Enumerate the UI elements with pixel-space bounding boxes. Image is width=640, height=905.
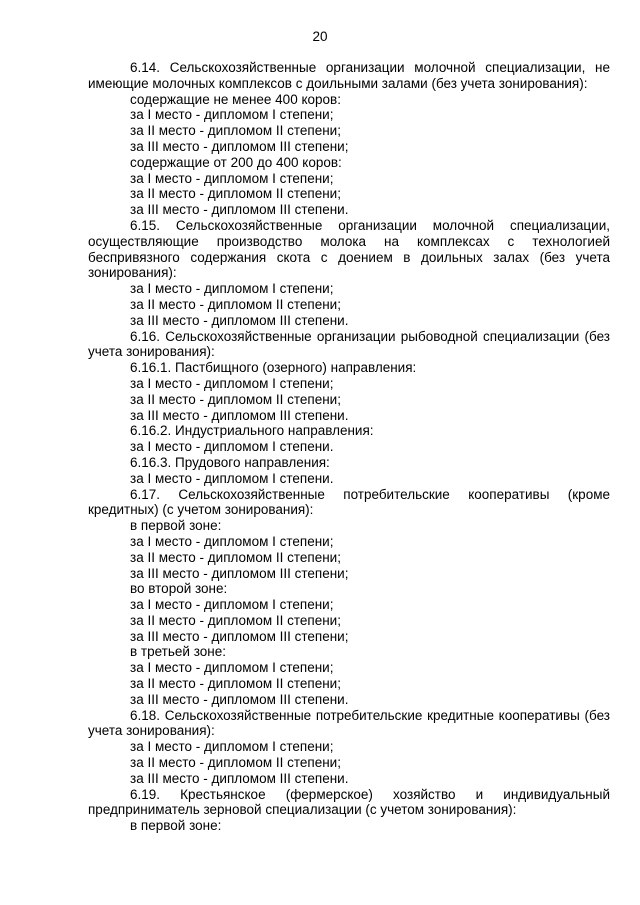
list-line: за I место - дипломом I степени;	[130, 375, 334, 391]
list-line: во второй зоне:	[130, 581, 228, 597]
page-number: 20	[312, 29, 328, 44]
paragraph: 6.15. Сельскохозяйственные организации молочной специализации, осуществляющие производство молока на комплексах с технологией беспривязного содержания скота с доением в доильных залах (без учета зонирования):	[88, 217, 610, 281]
list-line: за II место - дипломом II степени;	[130, 391, 341, 407]
list-line: содержащие не менее 400 коров:	[130, 91, 341, 107]
list-line: в первой зоне:	[130, 518, 222, 534]
list-line: за II место - дипломом II степени;	[130, 549, 341, 565]
list-line: в первой зоне:	[130, 818, 222, 834]
list-line: за III место - дипломом III степени;	[130, 565, 349, 581]
list-line: за III место - дипломом III степени;	[130, 138, 349, 154]
list-line: за III место - дипломом III степени;	[130, 628, 349, 644]
list-line: 6.16.1. Пастбищного (озерного) направления:	[130, 360, 417, 376]
document-body	[88, 60, 610, 834]
list-line: за I место - дипломом I степени.	[130, 439, 334, 455]
list-line: за II место - дипломом II степени;	[130, 612, 341, 628]
list-line: 6.16.2. Индустриального направления:	[130, 423, 374, 439]
paragraph: 6.14. Сельскохозяйственные организации молочной специализации, не имеющие молочных комплексов с доильными залами (без учета зонирования):	[88, 60, 610, 91]
list-line: за III место - дипломом III степени.	[130, 312, 349, 328]
list-line: за I место - дипломом I степени;	[130, 660, 334, 676]
list-line: за III место - дипломом III степени.	[130, 202, 349, 218]
list-line: 6.16.3. Прудового направления:	[130, 454, 330, 470]
list-line: за II место - дипломом II степени;	[130, 123, 341, 139]
list-line: за II место - дипломом II степени;	[130, 296, 341, 312]
paragraph: 6.19. Крестьянское (фермерское) хозяйство и индивидуальный предприниматель зерновой специализации (с учетом зонирования):	[88, 786, 610, 818]
list-line: за III место - дипломом III степени.	[130, 770, 349, 786]
list-line: в третьей зоне:	[130, 644, 226, 660]
paragraph: 6.16. Сельскохозяйственные организации рыбоводной специализации (без учета зонирования):	[88, 328, 610, 360]
list-line: за II место - дипломом II степени;	[130, 186, 341, 202]
list-line: за I место - дипломом I степени;	[130, 107, 334, 123]
list-line: содержащие от 200 до 400 коров:	[130, 154, 342, 170]
list-line: за III место - дипломом III степени.	[130, 407, 349, 423]
list-line: за II место - дипломом II степени;	[130, 676, 341, 692]
list-line: за I место - дипломом I степени;	[130, 597, 334, 613]
list-line: за III место - дипломом III степени.	[130, 691, 349, 707]
paragraph: 6.18. Сельскохозяйственные потребительские кредитные кооперативы (без учета зонирования):	[88, 707, 610, 739]
list-line: за I место - дипломом I степени;	[130, 533, 334, 549]
list-line: за I место - дипломом I степени.	[130, 470, 334, 486]
list-line: за II место - дипломом II степени;	[130, 755, 341, 771]
list-line: за I место - дипломом I степени;	[130, 281, 334, 297]
list-line: за I место - дипломом I степени;	[130, 739, 334, 755]
list-line: за I место - дипломом I степени;	[130, 170, 334, 186]
paragraph: 6.17. Сельскохозяйственные потребительские кооперативы (кроме кредитных) (с учетом зонирования):	[88, 486, 610, 518]
